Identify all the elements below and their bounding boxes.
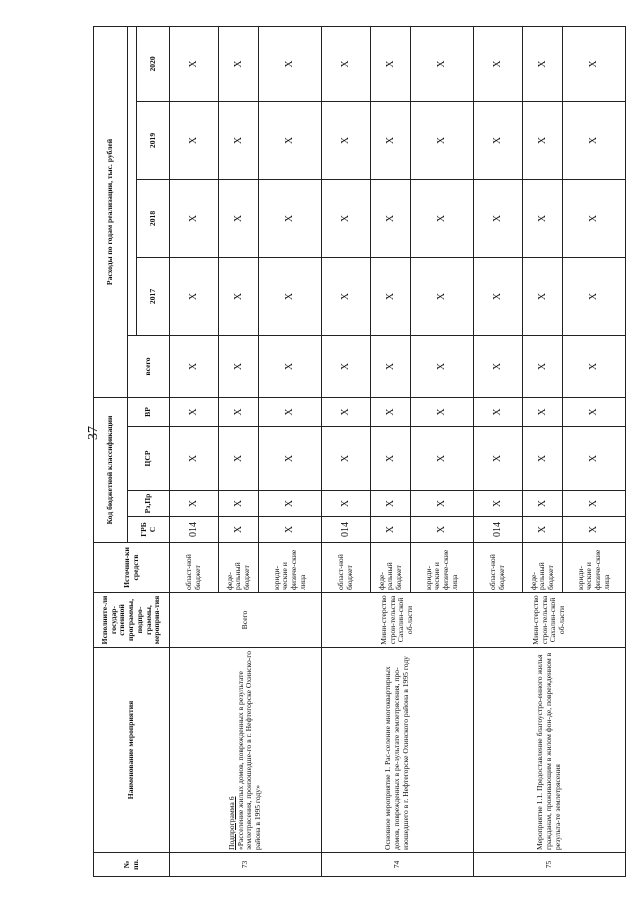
funding-source: феде-ральный бюджет: [523, 543, 563, 593]
row-name-text: «Расселение жилых домов, поврежденных в результате землетрясения, произошедше-го в г. Нефтегорске Охинско-го района в 1995 году»: [235, 651, 263, 850]
subprogram-title: Подпрограмма 6: [227, 796, 237, 850]
header-year-2020: 2020: [137, 26, 170, 101]
cell-y2018: X: [523, 179, 563, 257]
header-total: всего: [128, 335, 170, 397]
header-expenses: Расходы по годам реализации, тыс. рублей: [94, 26, 128, 397]
cell-vr: X: [523, 397, 563, 426]
cell-y2020: X: [523, 26, 563, 101]
header-rzpr: Рз,Пр: [128, 491, 170, 517]
header-csr: ЦСР: [128, 427, 170, 491]
cell-grbs: X: [563, 517, 626, 543]
cell-y2019: X: [219, 101, 259, 179]
cell-y2017: X: [563, 257, 626, 335]
header-num: № пп.: [94, 853, 170, 877]
cell-vr: X: [321, 397, 370, 426]
budget-table: [93, 26, 626, 877]
cell-total: X: [411, 335, 474, 397]
row-name-text: Основное мероприятие 1. Рас-селение многоквартирных домов, поврежденных в ре-зультате землетрясения, про-изошедшего в г. Нефтегорске Охинского района в 1995 году: [383, 656, 410, 850]
row-executor: Мини-стерство строи-тельства Сахалин-ской об-ласти: [473, 593, 625, 648]
cell-csr: X: [170, 427, 219, 491]
cell-grbs: 014: [473, 517, 522, 543]
funding-source: област-ной бюджет: [473, 543, 522, 593]
cell-csr: X: [371, 427, 411, 491]
row-name: [170, 648, 322, 853]
cell-y2020: X: [219, 26, 259, 101]
cell-y2019: X: [563, 101, 626, 179]
cell-y2020: X: [321, 26, 370, 101]
rotated-page: [93, 27, 626, 877]
funding-source: юриди-ческие и физиче-ские лица: [411, 543, 474, 593]
cell-y2017: X: [411, 257, 474, 335]
cell-total: X: [563, 335, 626, 397]
cell-csr: X: [321, 427, 370, 491]
cell-y2018: X: [411, 179, 474, 257]
header-grbs: ГРБ С: [128, 517, 170, 543]
cell-vr: X: [371, 397, 411, 426]
cell-y2019: X: [170, 101, 219, 179]
header-executor: Исполните-ли государ-ственной программы, подпро-граммы, мероприя-тия: [94, 593, 170, 648]
cell-y2017: X: [473, 257, 522, 335]
cell-y2017: X: [523, 257, 563, 335]
cell-y2018: X: [259, 179, 322, 257]
cell-y2020: X: [170, 26, 219, 101]
cell-y2017: X: [170, 257, 219, 335]
cell-grbs: 014: [170, 517, 219, 543]
cell-rzpr: X: [321, 491, 370, 517]
cell-vr: X: [259, 397, 322, 426]
cell-total: X: [219, 335, 259, 397]
cell-rzpr: X: [219, 491, 259, 517]
cell-total: X: [371, 335, 411, 397]
cell-y2018: X: [371, 179, 411, 257]
row-name: [473, 648, 625, 853]
cell-grbs: X: [219, 517, 259, 543]
cell-rzpr: X: [371, 491, 411, 517]
cell-total: X: [321, 335, 370, 397]
header-budget-class: Код бюджетной классификации: [94, 397, 128, 542]
cell-rzpr: X: [523, 491, 563, 517]
table-body: [170, 26, 626, 876]
cell-y2018: X: [473, 179, 522, 257]
cell-grbs: X: [259, 517, 322, 543]
row-number: 74: [321, 853, 473, 877]
cell-y2019: X: [473, 101, 522, 179]
cell-y2018: X: [170, 179, 219, 257]
cell-y2017: X: [219, 257, 259, 335]
table-row: [170, 26, 219, 876]
cell-rzpr: X: [473, 491, 522, 517]
funding-source: феде-ральный бюджет: [219, 543, 259, 593]
funding-source: юриди-ческие и физиче-ские лица: [563, 543, 626, 593]
cell-csr: X: [473, 427, 522, 491]
cell-y2019: X: [523, 101, 563, 179]
cell-y2020: X: [371, 26, 411, 101]
table-row: [321, 26, 370, 876]
row-name-text: Мероприятие 1.1. Предоставление благоустро-енного жилья гражданам, проживающим в жилом фон-де, поврежденном в результа-те землетрясения: [535, 652, 562, 850]
funding-source: юриди-ческие и физиче-ские лица: [259, 543, 322, 593]
cell-y2020: X: [259, 26, 322, 101]
header-year-2017: 2017: [137, 257, 170, 335]
table-row: [473, 26, 522, 876]
row-name: [321, 648, 473, 853]
row-executor: Всего: [170, 593, 322, 648]
row-number: 75: [473, 853, 625, 877]
header-year-2018: 2018: [137, 179, 170, 257]
cell-y2020: X: [563, 26, 626, 101]
cell-vr: X: [411, 397, 474, 426]
cell-vr: X: [563, 397, 626, 426]
cell-rzpr: X: [170, 491, 219, 517]
funding-source: област-ной бюджет: [170, 543, 219, 593]
cell-csr: X: [259, 427, 322, 491]
cell-y2019: X: [321, 101, 370, 179]
cell-y2017: X: [321, 257, 370, 335]
cell-grbs: 014: [321, 517, 370, 543]
header-source: Источни-ки средств: [94, 543, 170, 593]
cell-rzpr: X: [563, 491, 626, 517]
cell-y2017: X: [259, 257, 322, 335]
cell-csr: X: [563, 427, 626, 491]
cell-csr: X: [411, 427, 474, 491]
row-number: 73: [170, 853, 322, 877]
cell-rzpr: X: [411, 491, 474, 517]
cell-total: X: [170, 335, 219, 397]
cell-vr: X: [473, 397, 522, 426]
funding-source: феде-ральный бюджет: [371, 543, 411, 593]
cell-y2018: X: [563, 179, 626, 257]
cell-y2020: X: [473, 26, 522, 101]
cell-y2017: X: [371, 257, 411, 335]
cell-vr: X: [219, 397, 259, 426]
cell-y2019: X: [259, 101, 322, 179]
cell-y2019: X: [411, 101, 474, 179]
header-year-2019: 2019: [137, 101, 170, 179]
cell-csr: X: [523, 427, 563, 491]
cell-csr: X: [219, 427, 259, 491]
cell-total: X: [523, 335, 563, 397]
page-number: 37: [86, 426, 101, 440]
cell-vr: X: [170, 397, 219, 426]
cell-total: X: [259, 335, 322, 397]
cell-y2020: X: [411, 26, 474, 101]
cell-y2018: X: [219, 179, 259, 257]
cell-rzpr: X: [259, 491, 322, 517]
header-vr: ВР: [128, 397, 170, 426]
row-executor: Мини-стерство строи-тельства Сахалин-ской об-ласти: [321, 593, 473, 648]
cell-grbs: X: [371, 517, 411, 543]
funding-source: област-ной бюджет: [321, 543, 370, 593]
cell-total: X: [473, 335, 522, 397]
cell-grbs: X: [411, 517, 474, 543]
header-name: Наименование мероприятия: [94, 648, 170, 853]
cell-y2019: X: [371, 101, 411, 179]
cell-y2018: X: [321, 179, 370, 257]
cell-grbs: X: [523, 517, 563, 543]
